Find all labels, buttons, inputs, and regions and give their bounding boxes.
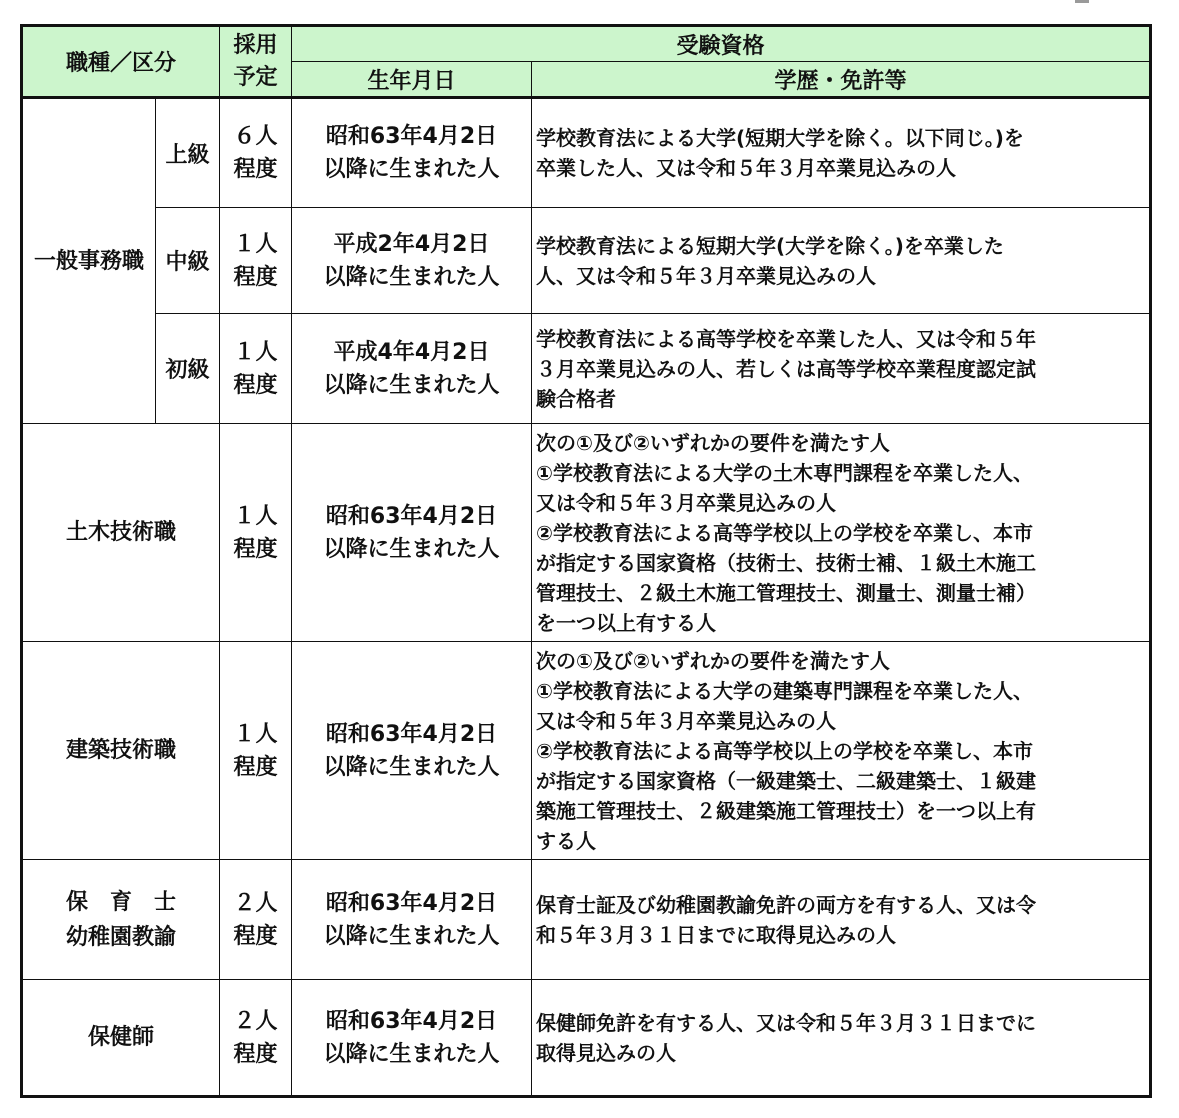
dob-civil: 昭和63年4月2日 以降に生まれた人 — [292, 424, 532, 642]
dob-childcare: 昭和63年4月2日 以降に生まれた人 — [292, 860, 532, 980]
education-general-middle: 学校教育法による短期大学(大学を除く。)を卒業した 人、又は令和５年３月卒業見込みの人 — [532, 208, 1151, 314]
education-architecture: 次の①及び②いずれかの要件を満たす人 ①学校教育法による大学の建築専門課程を卒業した人、 又は令和５年３月卒業見込みの人 ②学校教育法による高等学校以上の学校を卒業し、本市 が指定する国家資格（一級建築士、二級建築士、１級建 築施工管理技士、２級建築施工管理技士）を一つ以上有 する人 — [532, 642, 1151, 860]
job-public-health-nurse: 保健師 — [22, 980, 220, 1097]
dob-architecture: 昭和63年4月2日 以降に生まれた人 — [292, 642, 532, 860]
education-general-upper: 学校教育法による大学(短期大学を除く。以下同じ。)を 卒業した人、又は令和５年３月卒業見込みの人 — [532, 98, 1151, 208]
plan-civil: １人 程度 — [220, 424, 292, 642]
page-corner-mark — [1075, 0, 1089, 3]
education-civil: 次の①及び②いずれかの要件を満たす人 ①学校教育法による大学の土木専門課程を卒業した人、 又は令和５年３月卒業見込みの人 ②学校教育法による高等学校以上の学校を卒業し、本市 が指定する国家資格（技術士、技術士補、１級土木施工 管理技士、２級土木施工管理技士、測量士、測量士補） を一つ以上有する人 — [532, 424, 1151, 642]
header-plan: 採用 予定 — [220, 26, 292, 98]
plan-nurse: ２人 程度 — [220, 980, 292, 1097]
dob-nurse: 昭和63年4月2日 以降に生まれた人 — [292, 980, 532, 1097]
job-architecture: 建築技術職 — [22, 642, 220, 860]
recruitment-table — [20, 24, 1152, 1098]
plan-general-beginner: １人 程度 — [220, 314, 292, 424]
grade-beginner: 初級 — [156, 314, 220, 424]
plan-general-upper: ６人 程度 — [220, 98, 292, 208]
header-dob: 生年月日 — [292, 62, 532, 98]
job-civil-engineering: 土木技術職 — [22, 424, 220, 642]
dob-general-upper: 昭和63年4月2日 以降に生まれた人 — [292, 98, 532, 208]
plan-architecture: １人 程度 — [220, 642, 292, 860]
header-job-type: 職種／区分 — [22, 26, 220, 98]
header-qualification: 受験資格 — [292, 26, 1151, 62]
dob-general-beginner: 平成4年4月2日 以降に生まれた人 — [292, 314, 532, 424]
grade-middle: 中級 — [156, 208, 220, 314]
job-childcare-kindergarten: 保 育 士 幼稚園教諭 — [22, 860, 220, 980]
job-general-office: 一般事務職 — [22, 98, 156, 424]
plan-childcare: ２人 程度 — [220, 860, 292, 980]
education-general-beginner: 学校教育法による高等学校を卒業した人、又は令和５年 ３月卒業見込みの人、若しくは高等学校卒業程度認定試 験合格者 — [532, 314, 1151, 424]
education-childcare: 保育士証及び幼稚園教諭免許の両方を有する人、又は令 和５年３月３１日までに取得見込みの人 — [532, 860, 1151, 980]
plan-general-middle: １人 程度 — [220, 208, 292, 314]
grade-upper: 上級 — [156, 98, 220, 208]
dob-general-middle: 平成2年4月2日 以降に生まれた人 — [292, 208, 532, 314]
education-nurse: 保健師免許を有する人、又は令和５年３月３１日までに 取得見込みの人 — [532, 980, 1151, 1097]
header-education: 学歴・免許等 — [532, 62, 1151, 98]
